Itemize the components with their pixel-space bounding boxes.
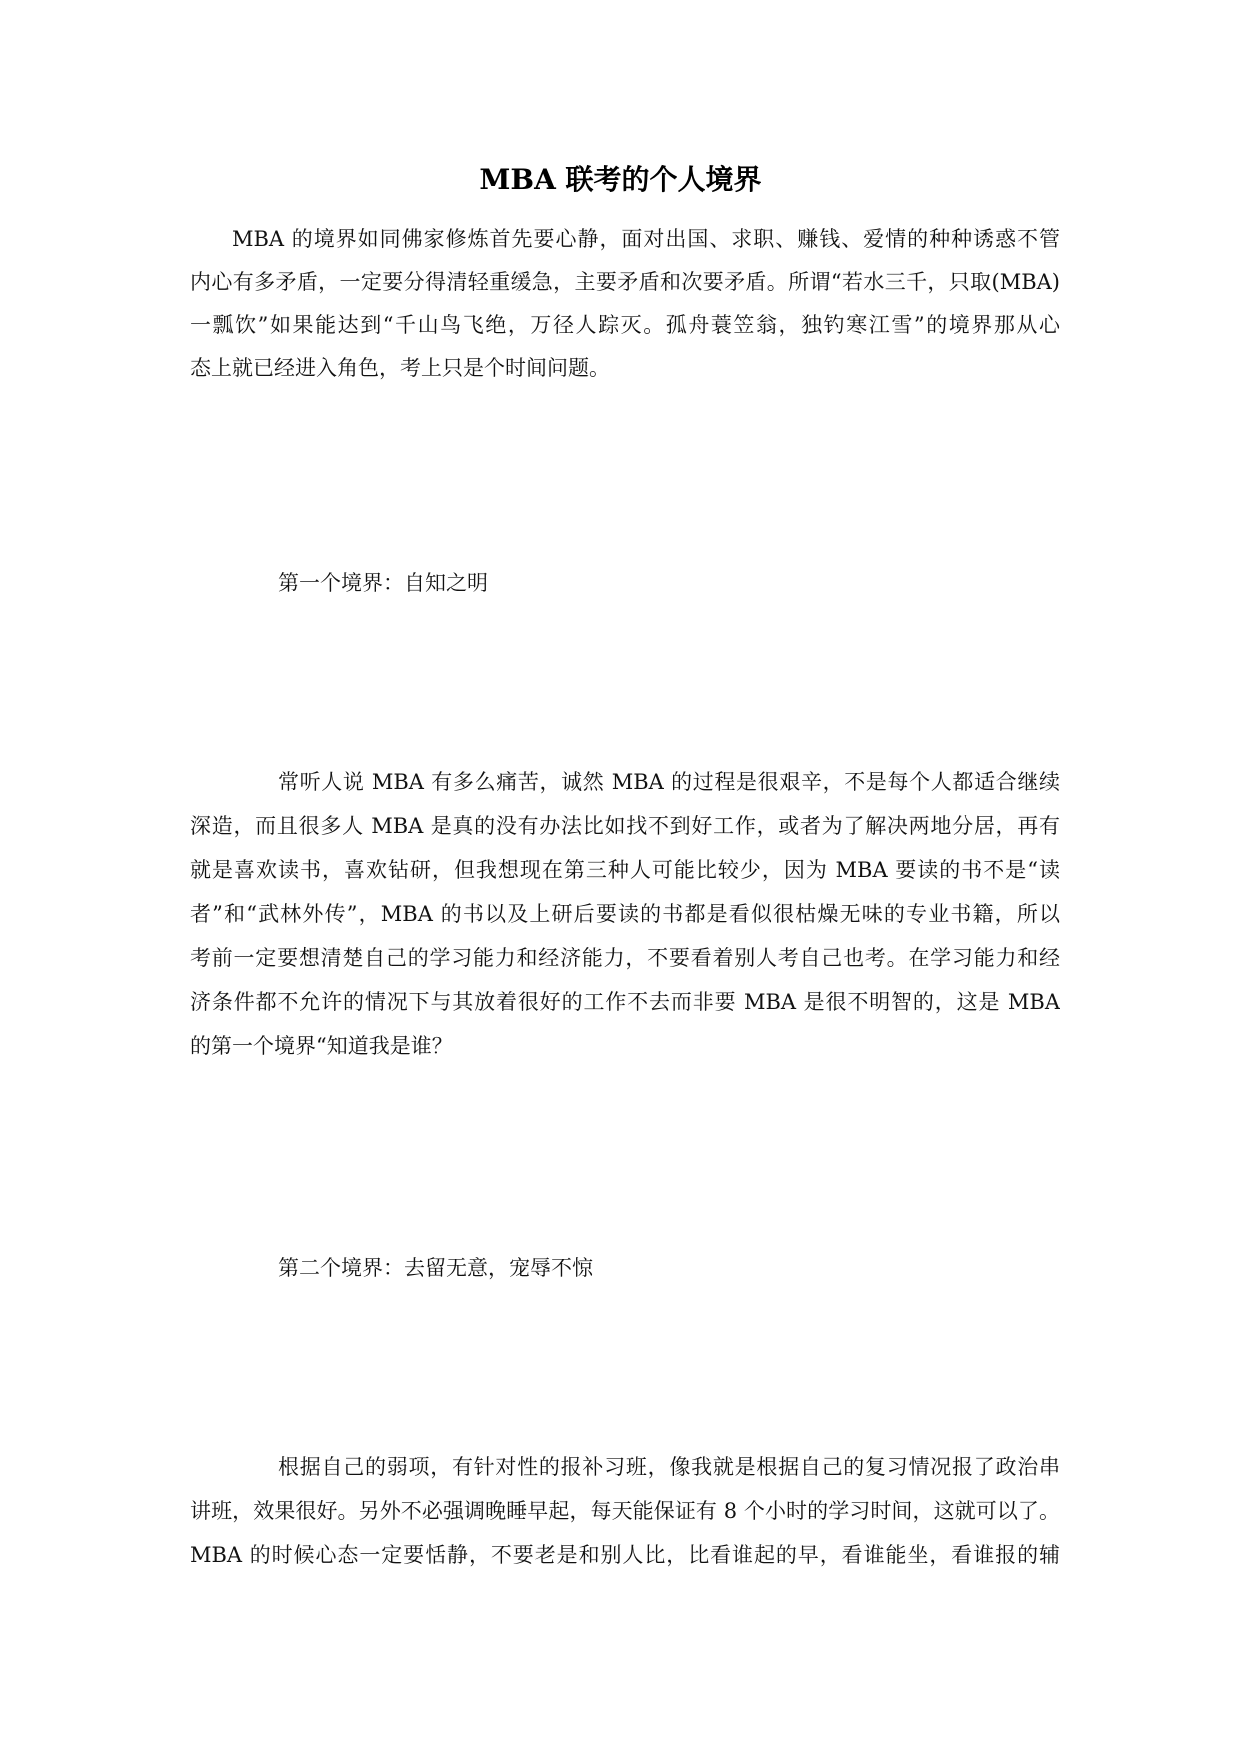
section-1-heading: 第一个境界：自知之明 (278, 571, 488, 595)
section-1-line-5: 考前一定要想清楚自己的学习能力和经济能力，不要看着别人考自己也考。在学习能力和经 (190, 946, 1060, 970)
section-2-line-3: MBA 的时候心态一定要恬静，不要老是和别人比，比看谁起的早，看谁能坐，看谁报的辅 (190, 1543, 1060, 1567)
section-1-line-7: 的第一个境界“知道我是谁？ (190, 1034, 453, 1058)
section-1-line-2: 深造，而且很多人 MBA 是真的没有办法比如找不到好工作，或者为了解决两地分居，再有 (190, 814, 1060, 838)
intro-line-2: 内心有多矛盾，一定要分得清轻重缓急，主要矛盾和次要矛盾。所谓“若水三千，只取(MBA) (190, 270, 1060, 294)
section-1-line-3: 就是喜欢读书，喜欢钻研，但我想现在第三种人可能比较少，因为 MBA 要读的书不是“读 (190, 858, 1060, 882)
section-2-line-2: 讲班，效果很好。另外不必强调晚睡早起，每天能保证有 8 个小时的学习时间，这就可以了。 (190, 1499, 1060, 1523)
section-1-line-4: 者”和“武林外传”，MBA 的书以及上研后要读的书都是看似很枯燥无味的专业书籍，所以 (190, 902, 1060, 926)
intro-line-3: 一瓢饮”如果能达到“千山鸟飞绝，万径人踪灭。孤舟蓑笠翁，独钓寒江雪”的境界那从心 (190, 313, 1060, 337)
document-title: MBA 联考的个人境界 (479, 163, 762, 196)
section-2-heading: 第二个境界：去留无意，宠辱不惊 (278, 1256, 593, 1280)
intro-line-4: 态上就已经进入角色，考上只是个时间问题。 (190, 356, 610, 380)
section-2-line-1: 根据自己的弱项，有针对性的报补习班，像我就是根据自己的复习情况报了政治串 (278, 1455, 1060, 1479)
intro-line-1: MBA 的境界如同佛家修炼首先要心静，面对出国、求职、赚钱、爱情的种种诱惑不管 (232, 227, 1060, 251)
section-1-line-1: 常听人说 MBA 有多么痛苦，诚然 MBA 的过程是很艰辛，不是每个人都适合继续 (278, 770, 1060, 794)
section-1-line-6: 济条件都不允许的情况下与其放着很好的工作不去而非要 MBA 是很不明智的，这是 MBA (190, 990, 1060, 1014)
